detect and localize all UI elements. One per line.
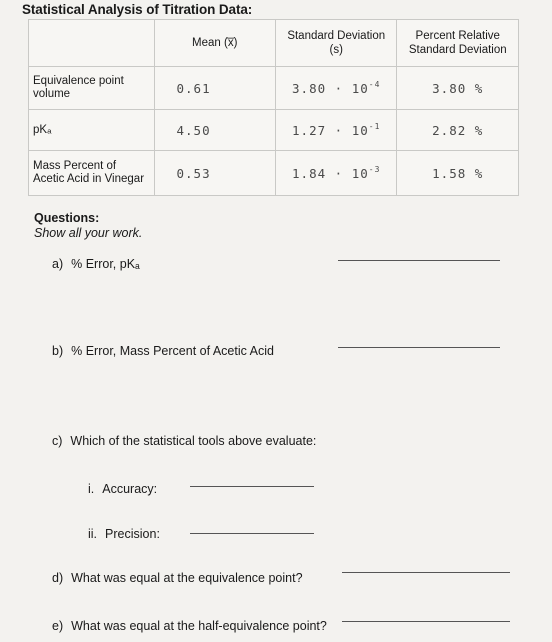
questions-instruction: Show all your work. xyxy=(34,226,143,240)
table-row xyxy=(29,110,519,151)
question-marker: b) xyxy=(52,344,64,358)
answer-line-e[interactable] xyxy=(342,621,510,622)
header-percent-rsd: Percent Relative Standard Deviation xyxy=(397,20,519,67)
question-text: What was equal at the equivalence point? xyxy=(71,571,303,585)
answer-line-c-i[interactable] xyxy=(190,486,314,487)
question-text: Precision: xyxy=(105,527,160,541)
table-row xyxy=(29,151,519,196)
question-b xyxy=(52,344,274,358)
sd-exponent: -3 xyxy=(368,165,381,174)
answer-line-c-ii[interactable] xyxy=(190,533,314,534)
mean-value: 4.50 xyxy=(154,110,275,151)
mean-value: 0.61 xyxy=(154,67,275,110)
table-row xyxy=(29,67,519,110)
sd-value xyxy=(275,151,396,196)
sd-base: 1.84 · 10 xyxy=(292,166,369,181)
rsd-value: 1.58 % xyxy=(397,151,519,196)
question-marker: ii. xyxy=(88,527,98,541)
header-blank xyxy=(29,20,155,67)
header-standard-deviation: Standard Deviation (s) xyxy=(275,20,396,67)
sd-base: 3.80 · 10 xyxy=(292,81,369,96)
question-marker: a) xyxy=(52,257,64,271)
titration-data-table xyxy=(28,19,519,196)
question-text: What was equal at the half-equivalence point? xyxy=(71,619,327,633)
table-header-row xyxy=(29,20,519,67)
question-text: Accuracy: xyxy=(102,482,158,496)
question-c xyxy=(52,434,316,448)
page-title: Statistical Analysis of Titration Data: xyxy=(22,2,253,17)
question-text: % Error, Mass Percent of Acetic Acid xyxy=(71,344,274,358)
mean-value: 0.53 xyxy=(154,151,275,196)
answer-line-b[interactable] xyxy=(338,347,500,348)
question-c-ii xyxy=(88,527,160,541)
question-marker: d) xyxy=(52,571,64,585)
question-marker: e) xyxy=(52,619,64,633)
question-text: % Error, pKₐ xyxy=(71,257,140,271)
answer-line-d[interactable] xyxy=(342,572,510,573)
question-c-i xyxy=(88,482,157,496)
answer-line-a[interactable] xyxy=(338,260,500,261)
sd-value xyxy=(275,67,396,110)
row-label-pka: pKₐ xyxy=(29,110,155,151)
rsd-value: 2.82 % xyxy=(397,110,519,151)
sd-exponent: -4 xyxy=(368,80,381,89)
questions-heading: Questions: xyxy=(34,211,100,225)
rsd-value: 3.80 % xyxy=(397,67,519,110)
header-mean: Mean (x̅) xyxy=(154,20,275,67)
question-marker: c) xyxy=(52,434,63,448)
question-marker: i. xyxy=(88,482,95,496)
row-label-equivalence-volume: Equivalence point volume xyxy=(29,67,155,110)
question-e xyxy=(52,619,327,633)
sd-base: 1.27 · 10 xyxy=(292,123,369,138)
question-a xyxy=(52,257,140,271)
question-d xyxy=(52,571,303,585)
question-text: Which of the statistical tools above evaluate: xyxy=(70,434,317,448)
sd-value xyxy=(275,110,396,151)
sd-exponent: -1 xyxy=(368,122,381,131)
row-label-mass-percent: Mass Percent of Acetic Acid in Vinegar xyxy=(29,151,155,196)
